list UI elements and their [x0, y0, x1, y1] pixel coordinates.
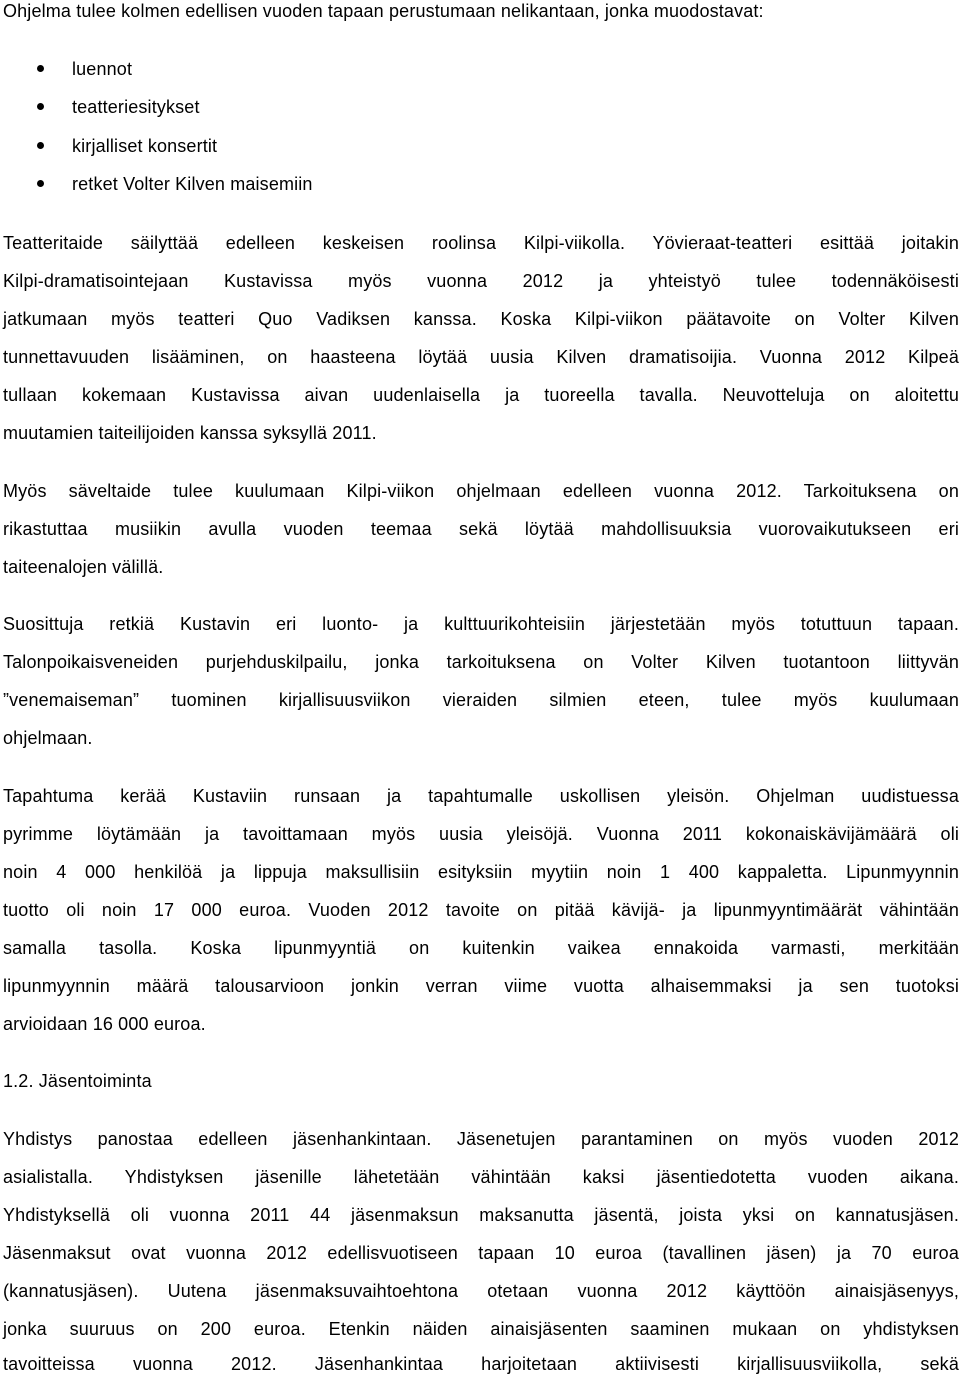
bullet-icon: [37, 65, 44, 72]
bullet-text: kirjalliset konsertit: [72, 136, 218, 156]
bullet-item: [0, 94, 960, 120]
paragraph-line: lipunmyynnin määrä talousarvioon jonkin verran viime vuotta alhaisemmaksi ja sen tuotoksi: [3, 976, 959, 996]
bullet-item: [0, 171, 960, 197]
paragraph-line: Yhdistys panostaa edelleen jäsenhankintaan. Jäsenetujen parantaminen on myös vuoden 2012: [3, 1129, 959, 1149]
paragraph-line: Tapahtuma kerää Kustaviin runsaan ja tapahtumalle uskollisen yleisön. Ohjelman uudistuessa: [3, 786, 959, 806]
paragraph-line: samalla tasolla. Koska lipunmyyntiä on kuitenkin vaikea ennakoida varmasti, merkitään: [3, 938, 959, 958]
paragraph-line: Yhdistyksellä oli vuonna 2011 44 jäsenmaksun maksanutta jäsentä, joista yksi on kannatusjäsen.: [3, 1205, 959, 1225]
paragraph-line: Talonpoikaisveneiden purjehduskilpailu, jonka tarkoituksena on Volter Kilven tuotantoon liittyvän: [3, 652, 959, 672]
bullet-text: luennot: [72, 59, 133, 79]
paragraph-line: taiteenalojen välillä.: [3, 557, 164, 577]
paragraph-line: ”venemaiseman” tuominen kirjallisuusviikon vieraiden silmien eteen, tulee myös kuulumaan: [3, 690, 959, 710]
paragraph-line: Jäsenmaksut ovat vuonna 2012 edellisvuotiseen tapaan 10 euroa (tavallinen jäsen) ja 70 euroa: [3, 1243, 959, 1263]
paragraph-line: tunnettavuuden lisääminen, on haasteena löytää uusia Kilven dramatisoijia. Vuonna 2012 Kilpeä: [3, 347, 959, 367]
paragraph-line: rikastuttaa musiikin avulla vuoden teemaa sekä löytää mahdollisuuksia vuorovaikutukseen eri: [3, 519, 959, 539]
bullet-icon: [37, 103, 44, 110]
paragraph-line: jatkumaan myös teatteri Quo Vadiksen kanssa. Koska Kilpi-viikon päätavoite on Volter Kilven: [3, 309, 959, 329]
bullet-text: teatteriesitykset: [72, 97, 200, 117]
paragraph-line: Kilpi-dramatisointejaan Kustavissa myös vuonna 2012 ja yhteistyö tulee todennäköisesti: [3, 271, 959, 291]
paragraph-line: Teatteritaide säilyttää edelleen keskeisen roolinsa Kilpi-viikolla. Yövieraat-teatteri esittää joitakin: [3, 233, 959, 253]
paragraph-line: ohjelmaan.: [3, 728, 93, 748]
paragraph-line: tuotto oli noin 17 000 euroa. Vuoden 2012 tavoite on pitää kävijä- ja lipunmyyntimäärät vähintään: [3, 900, 959, 920]
paragraph-line: (kannatusjäsen). Uutena jäsenmaksuvaihtoehtona otetaan vuonna 2012 käyttöön ainaisjäsenyys,: [3, 1281, 959, 1301]
bullet-icon: [37, 142, 44, 149]
section-heading: 1.2. Jäsentoiminta: [3, 1071, 152, 1091]
paragraph-line: Suosittuja retkiä Kustavin eri luonto- ja kulttuurikohteisiin järjestetään myös totuttuun tapaan.: [3, 614, 959, 634]
paragraph-line: muutamien taiteilijoiden kanssa syksyllä 2011.: [3, 423, 377, 443]
intro-text: Ohjelma tulee kolmen edellisen vuoden tapaan perustumaan nelikantaan, jonka muodostavat:: [3, 1, 764, 21]
paragraph-line: noin 4 000 henkilöä ja lippuja maksullisiin esityksiin myytiin noin 1 400 kappaletta. Lipunmyynnin: [3, 862, 959, 882]
paragraph-line: tullaan kokemaan Kustavissa aivan uudenlaisella ja tuoreella tavalla. Neuvotteluja on aloitettu: [3, 385, 959, 405]
bullet-item: [0, 56, 960, 82]
paragraph-line: arvioidaan 16 000 euroa.: [3, 1014, 206, 1034]
paragraph-line: tavoitteissa vuonna 2012. Jäsenhankintaa harjoitetaan aktiivisesti kirjallisuusviikolla, sekä: [3, 1354, 959, 1374]
paragraph-line: asialistalla. Yhdistyksen jäsenille lähetetään vähintään kaksi jäsentiedotetta vuoden aikana.: [3, 1167, 959, 1187]
paragraph-line: pyrimme löytämään ja tavoittamaan myös uusia yleisöjä. Vuonna 2011 kokonaiskävijämäärä oli: [3, 824, 959, 844]
bullet-item: [0, 133, 960, 159]
bullet-icon: [37, 180, 44, 187]
paragraph-line: Myös säveltaide tulee kuulumaan Kilpi-viikon ohjelmaan edelleen vuonna 2012. Tarkoituksena on: [3, 481, 959, 501]
paragraph-line: jonka suuruus on 200 euroa. Etenkin näiden ainaisjäsenten saaminen mukaan on yhdistyksen: [3, 1319, 959, 1339]
bullet-text: retket Volter Kilven maisemiin: [72, 174, 313, 194]
